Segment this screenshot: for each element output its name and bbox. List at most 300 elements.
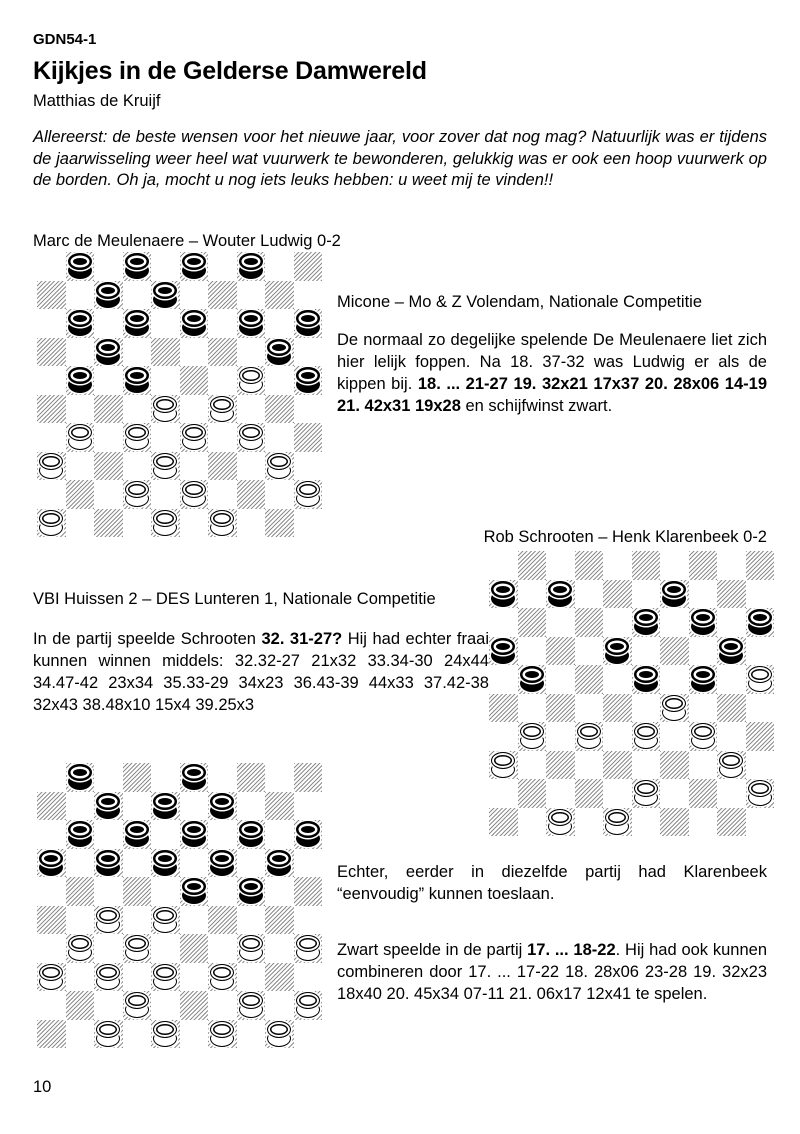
draughts-board-3 — [37, 763, 322, 1048]
white-piece — [39, 964, 63, 990]
dark-square — [94, 1020, 123, 1049]
light-square — [575, 751, 604, 780]
light-square — [237, 281, 266, 310]
light-square — [294, 509, 323, 538]
dark-square — [717, 751, 746, 780]
white-piece — [96, 1021, 120, 1047]
light-square — [237, 338, 266, 367]
dark-square — [489, 751, 518, 780]
dark-square — [518, 665, 547, 694]
game1-heading: Marc de Meulenaere – Wouter Ludwig 0-2 — [33, 232, 341, 250]
dark-square — [94, 452, 123, 481]
dark-square — [237, 877, 266, 906]
light-square — [180, 338, 209, 367]
dark-square — [575, 665, 604, 694]
dark-square — [746, 608, 775, 637]
white-piece — [548, 809, 572, 835]
dark-square — [294, 763, 323, 792]
dark-square — [660, 694, 689, 723]
dark-square — [151, 792, 180, 821]
light-square — [294, 792, 323, 821]
game2-earlier-note — [337, 861, 767, 905]
light-square — [180, 963, 209, 992]
dark-square — [151, 281, 180, 310]
game2-earlier-commentary — [337, 939, 767, 1005]
game2-commentary — [33, 628, 489, 716]
white-piece — [748, 780, 772, 806]
light-square — [123, 281, 152, 310]
black-piece — [605, 638, 629, 664]
light-square — [294, 395, 323, 424]
dark-square — [489, 580, 518, 609]
black-piece — [296, 821, 320, 847]
black-piece — [491, 638, 515, 664]
dark-square — [180, 480, 209, 509]
dark-square — [237, 309, 266, 338]
black-piece — [239, 310, 263, 336]
dark-square — [265, 395, 294, 424]
black-piece — [296, 310, 320, 336]
dark-square — [123, 763, 152, 792]
light-square — [265, 366, 294, 395]
light-square — [575, 637, 604, 666]
dark-square — [689, 722, 718, 751]
light-square — [746, 694, 775, 723]
light-square — [151, 480, 180, 509]
light-square — [208, 991, 237, 1020]
move-sequence: 17. ... 18-22 — [527, 941, 616, 959]
intro-paragraph: Allereerst: de beste wensen voor het nieuwe jaar, voor zover dat nog mag? Natuurlijk was er tijdens de jaarwisseling weer heel wat vuurwerk te bewonderen, gelukkig was er ook een hoop vuurwerk op de borden. Oh ja, mocht u nog iets leuks hebben: u weet mij te vinden!! — [33, 128, 767, 189]
dark-square — [180, 820, 209, 849]
light-square — [66, 963, 95, 992]
black-piece — [182, 821, 206, 847]
dark-square — [660, 580, 689, 609]
light-square — [37, 934, 66, 963]
dark-square — [66, 252, 95, 281]
dark-square — [265, 509, 294, 538]
dark-square — [746, 551, 775, 580]
light-square — [37, 366, 66, 395]
white-piece — [296, 481, 320, 507]
light-square — [237, 849, 266, 878]
light-square — [180, 792, 209, 821]
light-square — [294, 1020, 323, 1049]
white-piece — [210, 396, 234, 422]
dark-square — [180, 763, 209, 792]
light-square — [546, 608, 575, 637]
light-square — [66, 281, 95, 310]
light-square — [37, 820, 66, 849]
dark-square — [603, 637, 632, 666]
light-square — [123, 849, 152, 878]
dark-square — [546, 637, 575, 666]
black-piece — [548, 581, 572, 607]
light-square — [489, 608, 518, 637]
light-square — [94, 366, 123, 395]
dark-square — [94, 395, 123, 424]
black-piece — [296, 367, 320, 393]
dark-square — [37, 1020, 66, 1049]
game2-event: VBI Huissen 2 – DES Lunteren 1, Nationale Competitie — [33, 590, 436, 608]
white-piece — [239, 935, 263, 961]
light-square — [208, 423, 237, 452]
white-piece — [634, 780, 658, 806]
dark-square — [632, 665, 661, 694]
light-square — [151, 252, 180, 281]
dark-square — [180, 366, 209, 395]
dark-square — [94, 338, 123, 367]
light-square — [717, 722, 746, 751]
light-square — [66, 792, 95, 821]
black-piece — [182, 878, 206, 904]
dark-square — [237, 991, 266, 1020]
black-piece — [68, 253, 92, 279]
black-piece — [68, 764, 92, 790]
white-piece — [68, 935, 92, 961]
light-square — [518, 751, 547, 780]
dark-square — [94, 963, 123, 992]
white-piece — [210, 1021, 234, 1047]
light-square — [237, 452, 266, 481]
dark-square — [151, 963, 180, 992]
black-piece — [96, 793, 120, 819]
light-square — [518, 637, 547, 666]
dark-square — [717, 580, 746, 609]
light-square — [123, 963, 152, 992]
dark-square — [575, 779, 604, 808]
black-piece — [267, 339, 291, 365]
black-piece — [68, 310, 92, 336]
black-piece — [125, 253, 149, 279]
light-square — [66, 906, 95, 935]
light-square — [660, 551, 689, 580]
dark-square — [237, 423, 266, 452]
dark-square — [66, 480, 95, 509]
light-square — [489, 665, 518, 694]
light-square — [294, 281, 323, 310]
white-piece — [748, 666, 772, 692]
light-square — [546, 551, 575, 580]
dark-square — [123, 934, 152, 963]
draughts-board-2 — [489, 551, 774, 836]
white-piece — [153, 396, 177, 422]
light-square — [689, 751, 718, 780]
move-sequence: 32. 31-27? — [261, 630, 343, 648]
light-square — [575, 808, 604, 837]
light-square — [123, 338, 152, 367]
black-piece — [96, 850, 120, 876]
black-piece — [691, 666, 715, 692]
white-piece — [39, 453, 63, 479]
light-square — [660, 608, 689, 637]
white-piece — [239, 424, 263, 450]
light-square — [632, 580, 661, 609]
light-square — [689, 694, 718, 723]
black-piece — [210, 850, 234, 876]
light-square — [603, 722, 632, 751]
dark-square — [265, 849, 294, 878]
light-square — [37, 763, 66, 792]
light-square — [94, 991, 123, 1020]
dark-square — [37, 963, 66, 992]
dark-square — [265, 792, 294, 821]
dark-square — [265, 1020, 294, 1049]
dark-square — [294, 877, 323, 906]
commentary-text: De normaal zo degelijke spelende De Meulenaere liet zich hier lelijk foppen. Na 18. 37-32 was Ludwig er als de kippen bij. — [337, 331, 767, 393]
white-piece — [634, 723, 658, 749]
dark-square — [66, 366, 95, 395]
black-piece — [239, 878, 263, 904]
white-piece — [125, 424, 149, 450]
light-square — [689, 637, 718, 666]
commentary-text: en schijfwinst zwart. — [460, 397, 613, 415]
game2-heading: Rob Schrooten – Henk Klarenbeek 0-2 — [483, 528, 767, 546]
dark-square — [518, 779, 547, 808]
dark-square — [294, 366, 323, 395]
dark-square — [94, 792, 123, 821]
dark-square — [603, 751, 632, 780]
light-square — [237, 906, 266, 935]
white-piece — [125, 992, 149, 1018]
light-square — [123, 1020, 152, 1049]
dark-square — [717, 637, 746, 666]
dark-square — [151, 509, 180, 538]
dark-square — [94, 509, 123, 538]
light-square — [123, 509, 152, 538]
issue-code: GDN54-1 — [33, 31, 97, 48]
light-square — [265, 309, 294, 338]
dark-square — [294, 480, 323, 509]
dark-square — [294, 309, 323, 338]
light-square — [689, 808, 718, 837]
dark-square — [518, 722, 547, 751]
dark-square — [546, 751, 575, 780]
white-piece — [296, 935, 320, 961]
light-square — [265, 820, 294, 849]
light-square — [575, 580, 604, 609]
light-square — [489, 722, 518, 751]
dark-square — [603, 694, 632, 723]
dark-square — [689, 608, 718, 637]
dark-square — [546, 694, 575, 723]
dark-square — [94, 281, 123, 310]
light-square — [94, 252, 123, 281]
dark-square — [265, 452, 294, 481]
light-square — [294, 452, 323, 481]
light-square — [208, 252, 237, 281]
light-square — [66, 1020, 95, 1049]
draughts-board-1 — [37, 252, 322, 537]
light-square — [265, 252, 294, 281]
white-piece — [96, 907, 120, 933]
dark-square — [37, 849, 66, 878]
dark-square — [151, 338, 180, 367]
light-square — [37, 991, 66, 1020]
dark-square — [66, 991, 95, 1020]
dark-square — [265, 338, 294, 367]
dark-square — [94, 849, 123, 878]
white-piece — [605, 809, 629, 835]
dark-square — [689, 551, 718, 580]
black-piece — [153, 793, 177, 819]
light-square — [123, 792, 152, 821]
white-piece — [239, 367, 263, 393]
dark-square — [603, 580, 632, 609]
light-square — [123, 452, 152, 481]
light-square — [294, 849, 323, 878]
commentary-text: In de partij speelde Schrooten — [33, 630, 262, 648]
dark-square — [123, 366, 152, 395]
light-square — [237, 963, 266, 992]
white-piece — [239, 992, 263, 1018]
light-square — [180, 849, 209, 878]
dark-square — [518, 551, 547, 580]
dark-square — [123, 252, 152, 281]
dark-square — [66, 934, 95, 963]
white-piece — [96, 964, 120, 990]
black-piece — [182, 764, 206, 790]
page-number: 10 — [33, 1078, 52, 1096]
dark-square — [180, 252, 209, 281]
white-piece — [153, 964, 177, 990]
dark-square — [294, 423, 323, 452]
dark-square — [746, 665, 775, 694]
light-square — [603, 779, 632, 808]
light-square — [746, 637, 775, 666]
light-square — [66, 395, 95, 424]
light-square — [66, 338, 95, 367]
dark-square — [180, 309, 209, 338]
light-square — [518, 694, 547, 723]
black-piece — [68, 367, 92, 393]
dark-square — [632, 722, 661, 751]
dark-square — [208, 395, 237, 424]
black-piece — [153, 850, 177, 876]
black-piece — [125, 310, 149, 336]
dark-square — [237, 934, 266, 963]
dark-square — [575, 551, 604, 580]
light-square — [180, 906, 209, 935]
dark-square — [208, 849, 237, 878]
dark-square — [632, 551, 661, 580]
light-square — [151, 309, 180, 338]
light-square — [265, 991, 294, 1020]
move-sequence: 18. ... 21-27 19. 32x21 17x37 20. 28x06 14-19 21. 42x31 19x28 — [337, 375, 767, 415]
light-square — [632, 694, 661, 723]
white-piece — [153, 510, 177, 536]
light-square — [37, 423, 66, 452]
commentary-text: Echter, eerder in diezelfde partij had Klarenbeek “eenvoudig” kunnen toeslaan. — [337, 863, 767, 903]
light-square — [294, 906, 323, 935]
light-square — [689, 580, 718, 609]
dark-square — [518, 608, 547, 637]
black-piece — [68, 821, 92, 847]
light-square — [66, 509, 95, 538]
dark-square — [37, 338, 66, 367]
dark-square — [66, 309, 95, 338]
white-piece — [125, 935, 149, 961]
white-piece — [267, 453, 291, 479]
dark-square — [717, 694, 746, 723]
dark-square — [151, 849, 180, 878]
light-square — [603, 665, 632, 694]
light-square — [151, 423, 180, 452]
light-square — [632, 637, 661, 666]
black-piece — [210, 793, 234, 819]
light-square — [717, 779, 746, 808]
light-square — [66, 452, 95, 481]
dark-square — [208, 792, 237, 821]
light-square — [575, 694, 604, 723]
black-piece — [96, 339, 120, 365]
dark-square — [66, 820, 95, 849]
white-piece — [662, 695, 686, 721]
light-square — [546, 722, 575, 751]
dark-square — [575, 722, 604, 751]
light-square — [265, 423, 294, 452]
light-square — [208, 763, 237, 792]
light-square — [208, 820, 237, 849]
black-piece — [634, 609, 658, 635]
white-piece — [182, 424, 206, 450]
light-square — [237, 395, 266, 424]
dark-square — [123, 991, 152, 1020]
dark-square — [123, 309, 152, 338]
black-piece — [125, 821, 149, 847]
dark-square — [208, 963, 237, 992]
dark-square — [151, 452, 180, 481]
light-square — [94, 309, 123, 338]
black-piece — [96, 282, 120, 308]
light-square — [746, 808, 775, 837]
dark-square — [294, 991, 323, 1020]
dark-square — [489, 808, 518, 837]
dark-square — [265, 906, 294, 935]
article-title: Kijkjes in de Gelderse Damwereld — [33, 57, 427, 85]
light-square — [717, 551, 746, 580]
light-square — [180, 395, 209, 424]
light-square — [94, 934, 123, 963]
dark-square — [237, 820, 266, 849]
light-square — [489, 779, 518, 808]
dark-square — [689, 779, 718, 808]
game1-commentary — [337, 329, 767, 417]
black-piece — [691, 609, 715, 635]
dark-square — [546, 808, 575, 837]
dark-square — [265, 281, 294, 310]
light-square — [717, 665, 746, 694]
light-square — [208, 934, 237, 963]
dark-square — [180, 877, 209, 906]
dark-square — [37, 395, 66, 424]
dark-square — [94, 906, 123, 935]
light-square — [237, 792, 266, 821]
light-square — [66, 849, 95, 878]
light-square — [151, 934, 180, 963]
dark-square — [123, 423, 152, 452]
light-square — [632, 808, 661, 837]
light-square — [265, 877, 294, 906]
white-piece — [719, 752, 743, 778]
dark-square — [180, 934, 209, 963]
light-square — [489, 551, 518, 580]
light-square — [151, 991, 180, 1020]
white-piece — [182, 481, 206, 507]
dark-square — [489, 637, 518, 666]
dark-square — [37, 906, 66, 935]
black-piece — [719, 638, 743, 664]
white-piece — [153, 1021, 177, 1047]
